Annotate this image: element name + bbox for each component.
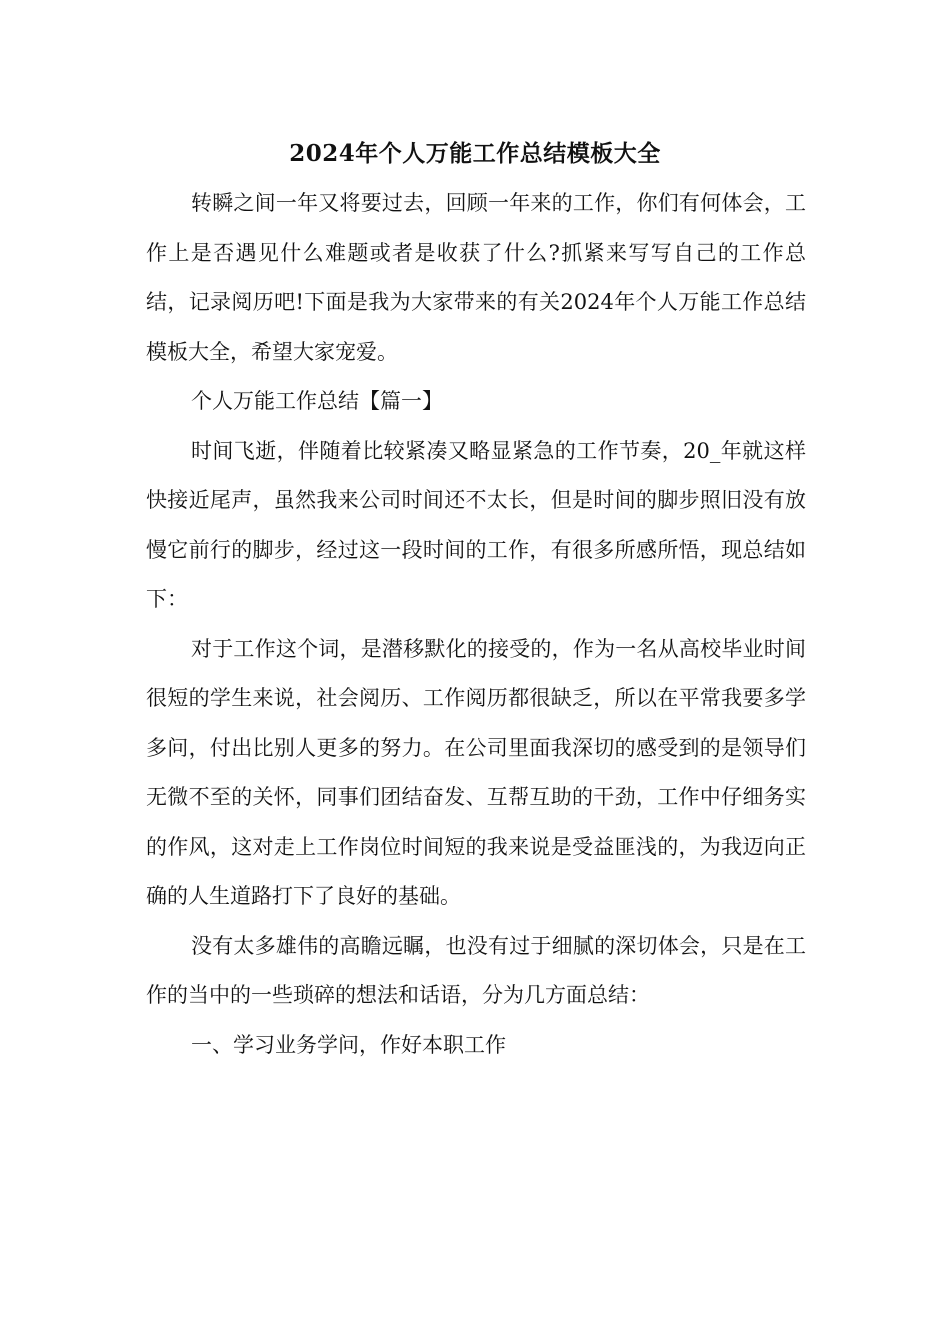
paragraph-intro: 转瞬之间一年又将要过去，回顾一年来的工作，你们有何体会，工作上是否遇见什么难题或者是收获了什么?抓紧来写写自己的工作总结，记录阅历吧!下面是我为大家带来的有关2024年个人万能工作总结模板大全，希望大家宠爱。 <box>146 191 806 364</box>
section-heading-part-one: 个人万能工作总结【篇一】 <box>191 389 443 413</box>
document-title: 2024年个人万能工作总结模板大全 <box>289 140 661 167</box>
paragraph-time-flies: 时间飞逝，伴随着比较紧凑又略显紧急的工作节奏，20_年就这样快接近尾声，虽然我来公司时间还不太长，但是时间的脚步照旧没有放慢它前行的脚步，经过这一段时间的工作，有很多所感所悟，现总结如下： <box>146 438 806 611</box>
paragraph-summary-aspects: 没有太多雄伟的高瞻远瞩，也没有过于细腻的深切体会，只是在工作的当中的一些琐碎的想法和话语，分为几方面总结： <box>146 933 806 1007</box>
section-heading-learning: 一、学习业务学问，作好本职工作 <box>191 1032 506 1057</box>
document-body <box>146 179 806 1070</box>
paragraph-about-work: 对于工作这个词，是潜移默化的接受的，作为一名从高校毕业时间很短的学生来说，社会阅历、工作阅历都很缺乏，所以在平常我要多学多问，付出比别人更多的努力。在公司里面我深切的感受到的是领导们无微不至的关怀，同事们团结奋发、互帮互助的干劲，工作中仔细务实的作风，这对走上工作岗位时间短的我来说是受益匪浅的，为我迈向正确的人生道路打下了良好的基础。 <box>146 636 806 908</box>
